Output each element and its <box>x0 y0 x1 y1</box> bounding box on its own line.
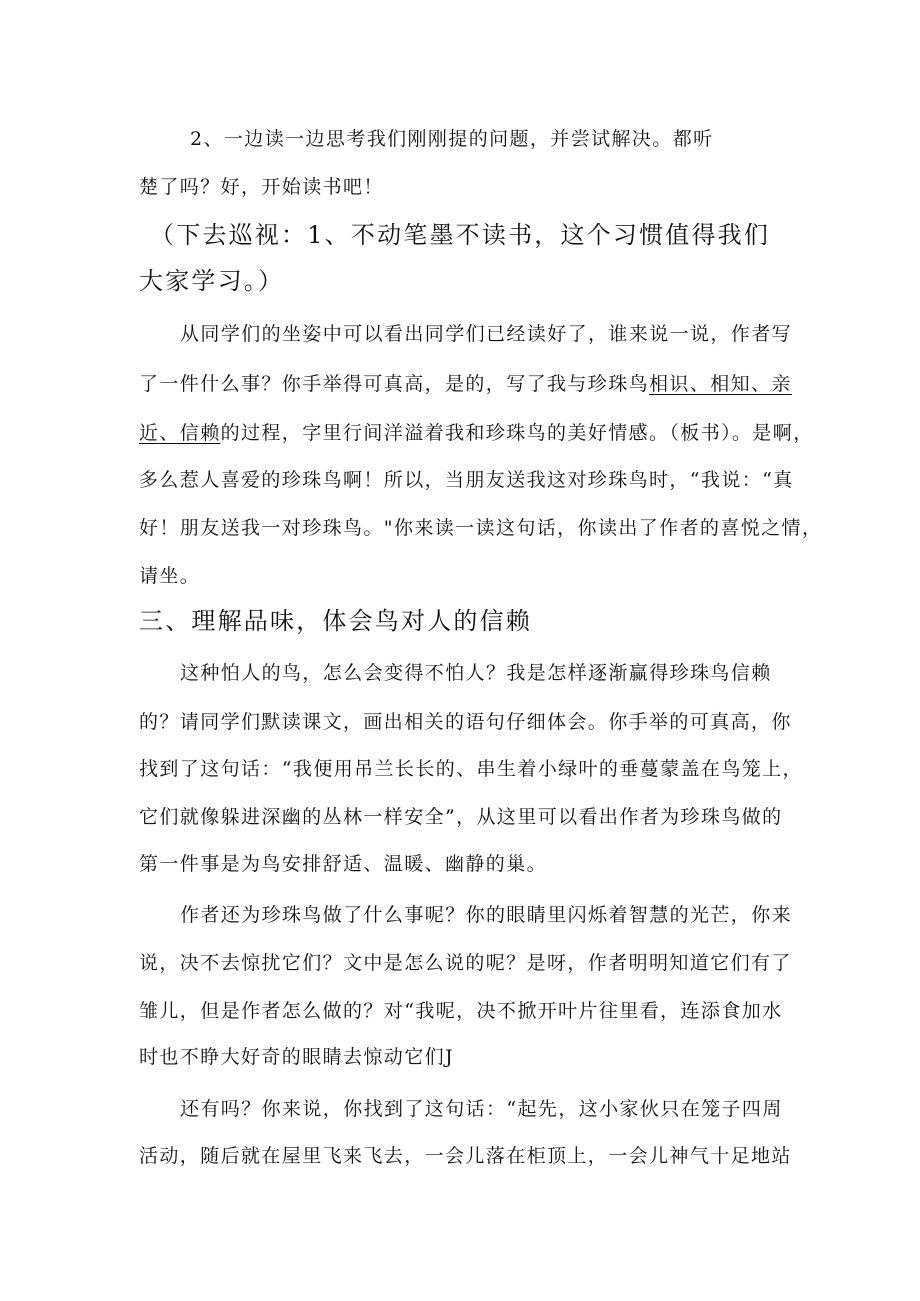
para-1-line-2 <box>139 372 792 396</box>
intro-line-1: 2、一边读一边思考我们刚刚提的问题，并尝试解决。都听 <box>190 128 714 150</box>
teacher-note-line-1: （下去巡视：1、不动笔墨不读书，这个习惯值得我们 <box>150 221 771 249</box>
para-1-line-2-text: 了一件什么事？你手举得可真高，是的，写了我与珍珠鸟 <box>139 373 650 395</box>
para-2-line-3: 找到了这句话：“我便用吊兰长长的、串生着小绿叶的垂蔓蒙盖在鸟笼上， <box>139 758 803 780</box>
para-3-line-4: 时也不睁大好奇的眼睛去惊动它们J <box>139 1046 455 1068</box>
para-4-line-1: 还有吗？你来说，你找到了这句话：“起先，这小家伙只在笼子四周 <box>180 1098 783 1120</box>
para-1-line-6: 请坐。 <box>139 565 201 587</box>
para-2-line-2: 的？请同学们默读课文，画出相关的语句仔细体会。你手举的可真高，你 <box>139 711 792 733</box>
para-1-line-3 <box>139 421 814 445</box>
para-1-line-4: 多么惹人喜爱的珍珠鸟啊！所以，当朋友送我这对珍珠鸟时，“我说：“真 <box>139 469 794 491</box>
para-1-line-5: 好！朋友送我一对珍珠鸟。"你来读一读这句话，你读出了作者的喜悦之情， <box>139 517 823 539</box>
underlined-phrase-continued: 近、信赖 <box>139 422 221 444</box>
para-3-line-2: 说，决不去惊扰它们？文中是怎么说的呢？是呀，作者明明知道它们有了 <box>139 952 792 974</box>
underlined-phrase: 相识、相知、亲 <box>649 373 792 395</box>
section-3-heading: 三、理解品味，体会鸟对人的信赖 <box>139 607 532 635</box>
para-3-line-1: 作者还为珍珠鸟做了什么事呢？你的眼睛里闪烁着智慧的光芒，你来 <box>180 904 793 926</box>
para-1-line-1: 从同学们的坐姿中可以看出同学们已经读好了，谁来说一说，作者写 <box>180 323 793 345</box>
teacher-note-line-2: 大家学习。） <box>139 267 285 295</box>
para-2-line-5: 第一件事是为鸟安排舒适、温暖、幽静的巢。 <box>139 853 548 875</box>
para-1-line-3-text: 的过程，字里行间洋溢着我和珍珠鸟的美好情感。（板书）。是啊， <box>220 422 814 444</box>
intro-line-2: 楚了吗？好，开始读书吧！ <box>139 176 384 198</box>
para-2-line-1: 这种怕人的鸟，怎么会变得不怕人？我是怎样逐渐赢得珍珠鸟信赖 <box>180 662 772 684</box>
para-4-line-2: 活动，随后就在屋里飞来飞去，一会儿落在柜顶上，一会儿神气十足地站 <box>139 1145 792 1167</box>
para-3-line-3: 雏儿，但是作者怎么做的？对“我呢，决不掀开叶片往里看，连添食加水 <box>139 1000 783 1022</box>
para-2-line-4: 它们就像躲进深幽的丛林一样安全”，从这里可以看出作者为珍珠鸟做的 <box>139 806 783 828</box>
